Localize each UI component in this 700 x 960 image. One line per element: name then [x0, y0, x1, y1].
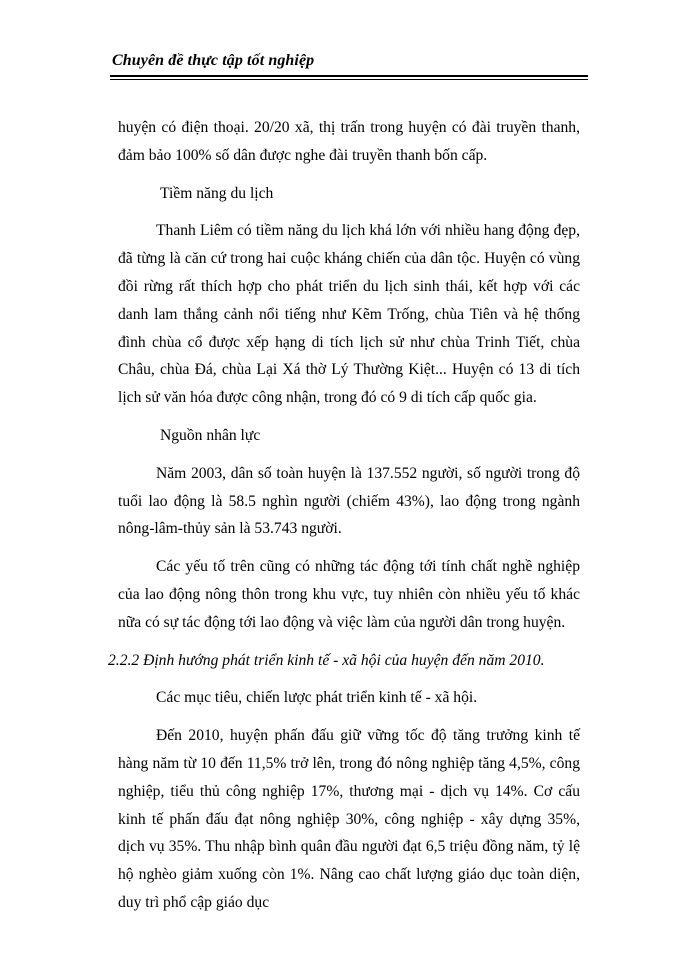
section-title: 2.2.2 Định hướng phát triển kinh tế - xã hội của huyện đến năm 2010. — [108, 651, 545, 669]
paragraph-factors: Các yếu tố trên cũng có những tác động tới tính chất nghề nghiệp của lao động nông thôn trong khu vực, tuy nhiên còn nhiều yếu tố khác nữa có sự tác động tới lao động và việc làm của người dân trong huyện. — [118, 558, 580, 631]
heading-tourism: Tiềm năng du lịch — [160, 184, 274, 202]
paragraph-tourism: Thanh Liêm có tiềm năng du lịch khá lớn với nhiều hang động đẹp, đã từng là căn cứ trong hai cuộc kháng chiến của dân tộc. Huyện có vùng đồi rừng rất thích hợp cho phát triển du lịch sinh thái, kết hợp với các danh lam thắng cảnh nổi tiếng như Kẽm Trống, chùa Tiên và hệ thống đình chùa cổ được xếp hạng di tích lịch sử như chùa Trinh Tiết, chùa Châu, chùa Đá, chùa Lại Xá thờ Lý Thường Kiệt... Huyện có 13 di tích lịch sử văn hóa được công nhận, trong đó có 9 di tích cấp quốc gia. — [118, 222, 580, 407]
header-rule-thin — [110, 79, 588, 80]
header-rule-thick — [110, 75, 588, 77]
document-body — [108, 114, 580, 927]
paragraph-2010: Đến 2010, huyện phấn đấu giữ vững tốc độ tăng trưởng kinh tế hàng năm từ 10 đến 11,5% trở lên, trong đó nông nghiệp tăng 4,5%, công nghiệp, tiểu thủ công nghiệp 17%, thương mại - dịch vụ 14%. Cơ cấu kinh tế phấn đấu đạt nông nghiệp 30%, công nghiệp - xây dựng 35%, dịch vụ 35%. Thu nhập bình quân đầu người đạt 6,5 triệu đồng năm, tỷ lệ hộ nghèo giảm xuống còn 1%. Nâng cao chất lượng giáo dục toàn diện, duy trì phổ cập giáo dục — [118, 727, 580, 911]
paragraph-goals-heading: Các mục tiêu, chiến lược phát triển kinh tế - xã hội. — [156, 689, 478, 707]
paragraph-labor: Năm 2003, dân số toàn huyện là 137.552 người, số người trong độ tuổi lao động là 58.5 nghìn người (chiếm 43%), lao động trong ngành nông-lâm-thủy sản là 53.743 người. — [118, 464, 580, 538]
heading-labor: Nguồn nhân lực — [160, 426, 261, 444]
page-header-title: Chuyên đề thực tập tốt nghiệp — [112, 52, 315, 69]
paragraph-intro: huyện có điện thoại. 20/20 xã, thị trấn trong huyện có đài truyền thanh, đảm bảo 100% số dân được nghe đài truyền thanh bốn cấp. — [118, 119, 580, 164]
